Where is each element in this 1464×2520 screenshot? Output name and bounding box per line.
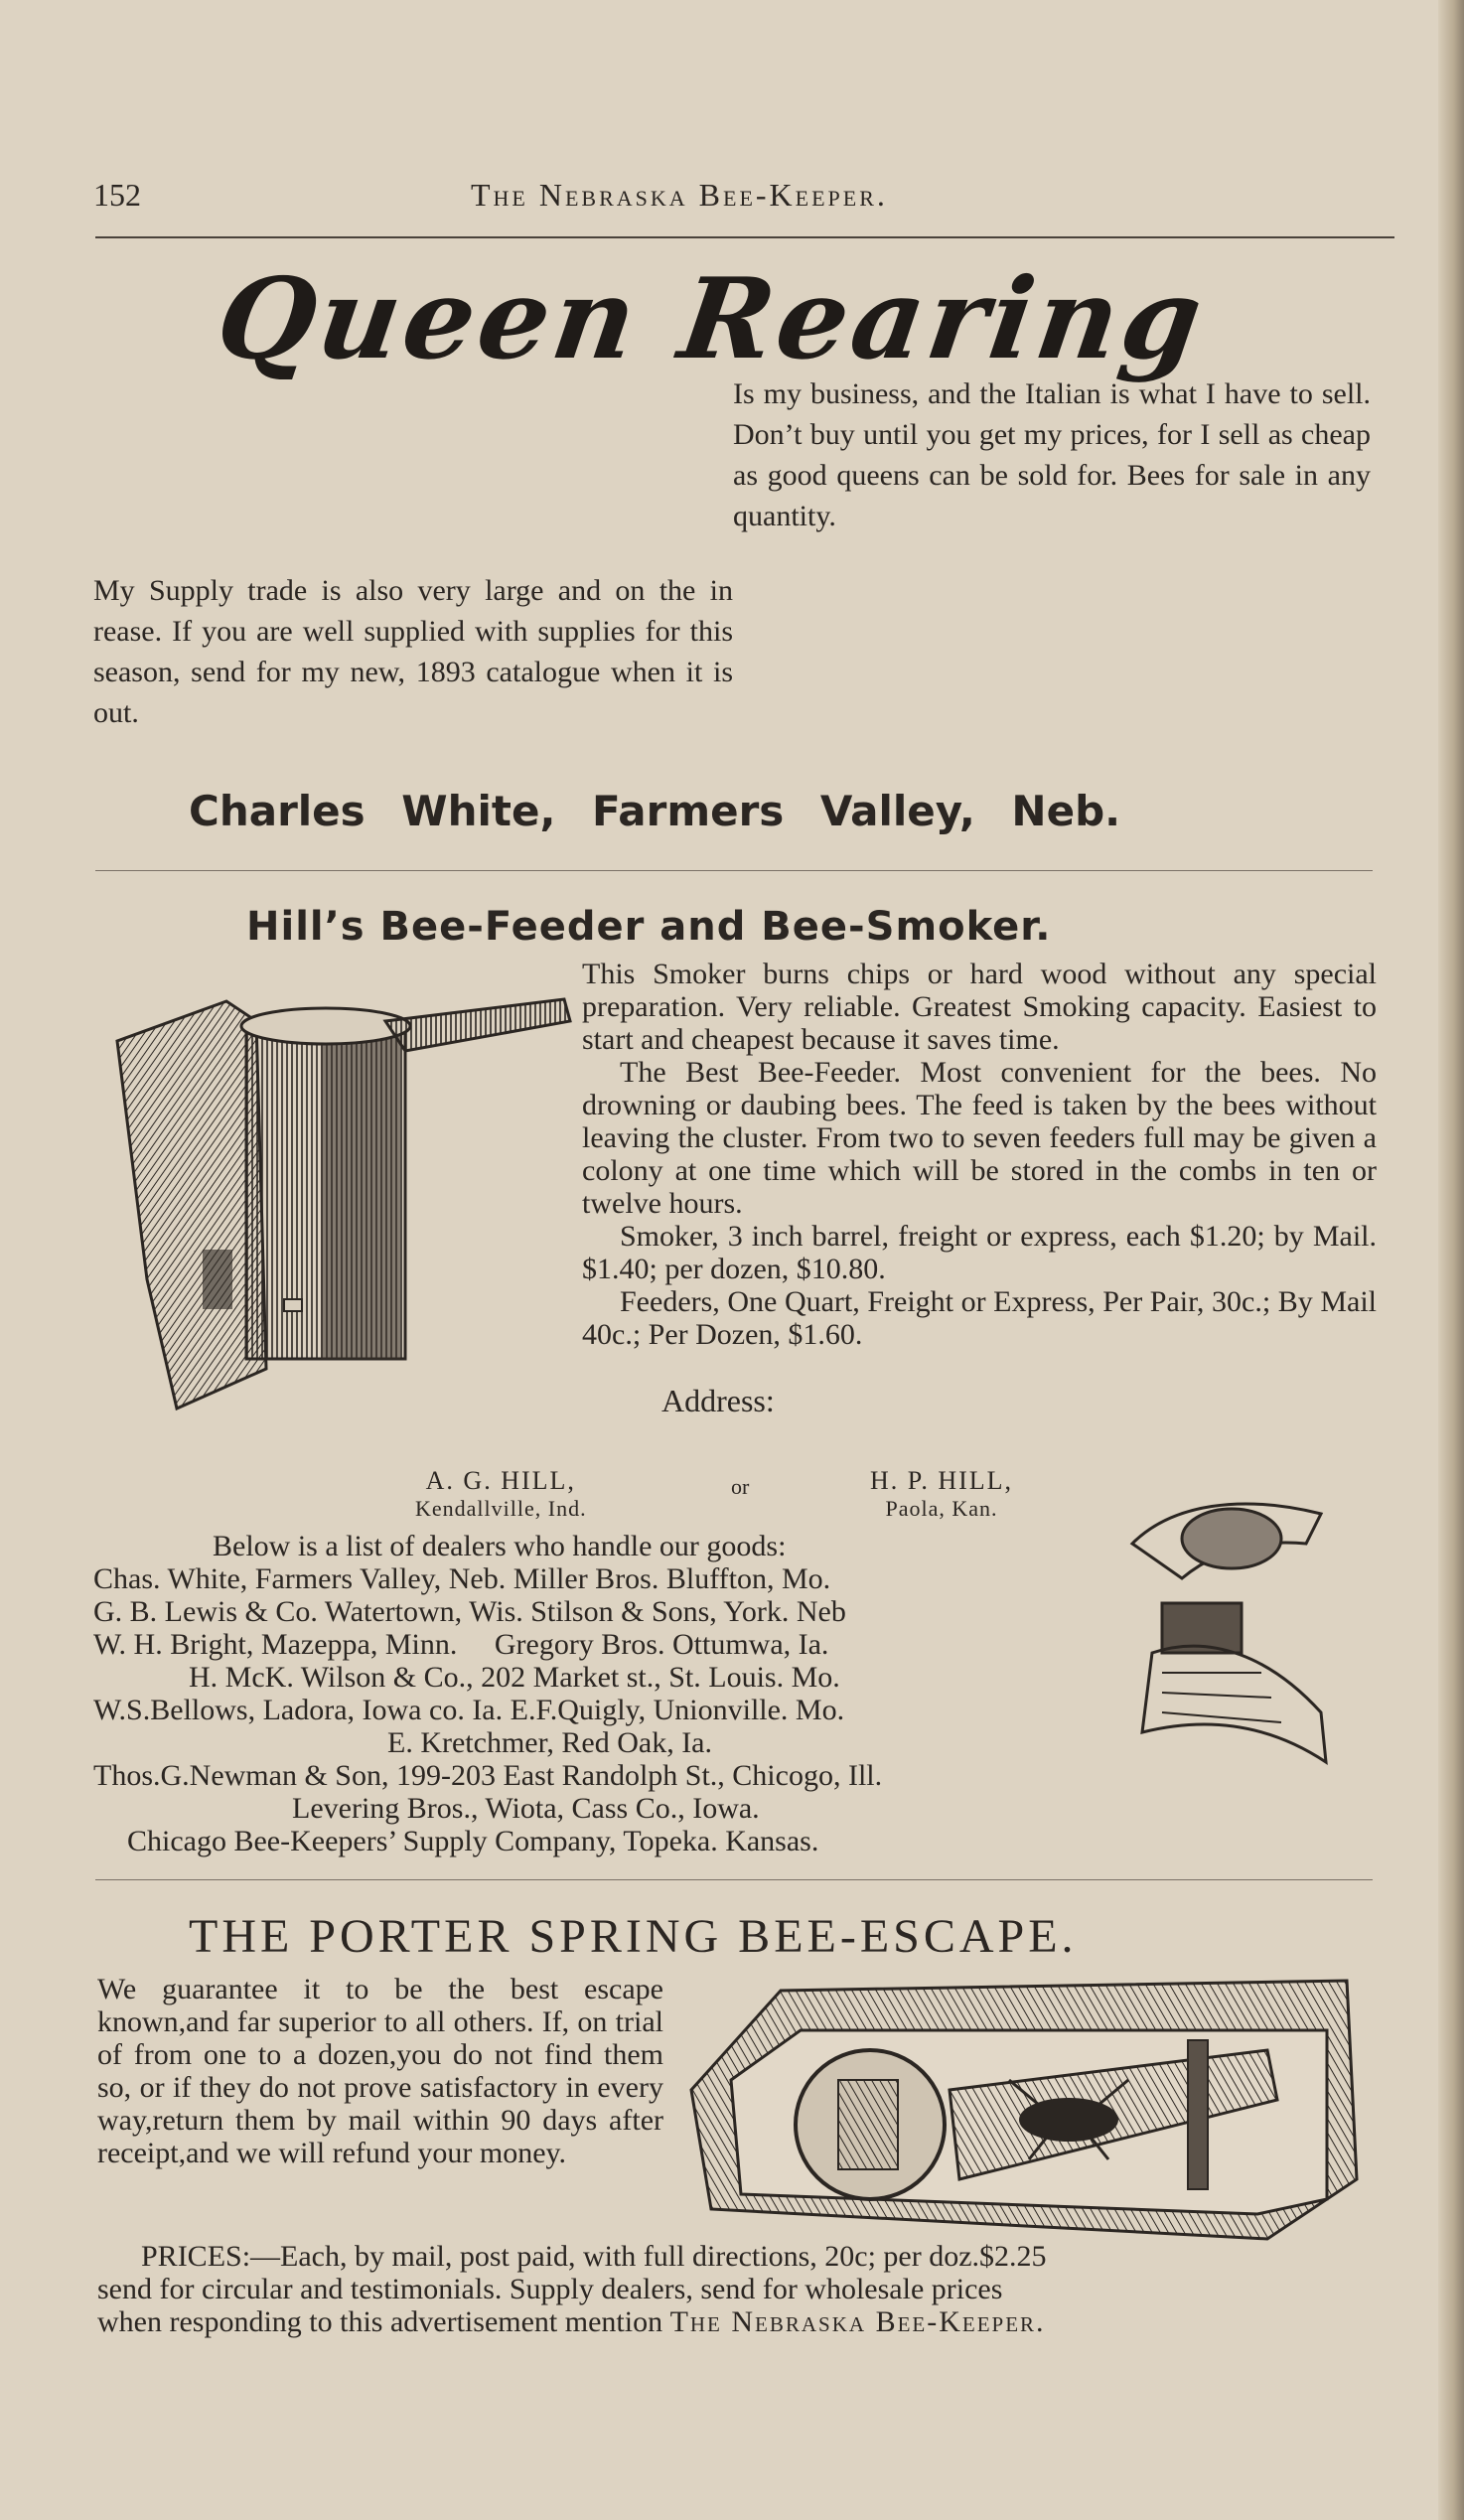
dealer-hp-hill-name: H. P. HILL, bbox=[870, 1466, 1014, 1495]
dealer-list-item: H. McK. Wilson & Co., 202 Market st., St. Louis. Mo. bbox=[189, 1661, 840, 1694]
supply-trade-text: My Supply trade is also very large and on the in rease. If you are well supplied with supplies for this season, send for my new, 1893 catalogue when it is out. bbox=[93, 574, 733, 729]
porter-prices-line bbox=[97, 2305, 1389, 2338]
dealer-list-item: E. Kretchmer, Red Oak, Ia. bbox=[387, 1726, 712, 1759]
dealer-list bbox=[93, 1530, 1136, 1857]
porter-prices-line: send for circular and testimonials. Supply dealers, send for wholesale prices bbox=[97, 2273, 1003, 2305]
dealer-list-item: W.S.Bellows, Ladora, Iowa co. Ia. E.F.Quigly, Unionville. Mo. bbox=[93, 1694, 845, 1726]
dealer-ag-hill-name: A. G. HILL, bbox=[425, 1466, 576, 1495]
dealer-list-item: G. B. Lewis & Co. Watertown, Wis. Stilson & Sons, York. Neb bbox=[93, 1595, 846, 1628]
hills-ad-title: Hill’s Bee-Feeder and Bee-Smoker. bbox=[246, 904, 1052, 950]
dealer-list-item: Thos.G.Newman & Son, 199-203 East Randolph St., Chicogo, Ill. bbox=[93, 1759, 883, 1792]
bee-feeder-illustration bbox=[1122, 1484, 1341, 1772]
address-or: or bbox=[731, 1474, 750, 1499]
dealer-list-item: W. H. Bright, Mazeppa, Minn. Gregory Bros. Ottumwa, Ia. bbox=[93, 1628, 829, 1661]
dealer-hp-hill bbox=[870, 1466, 1013, 1522]
queen-rearing-title: Queen Rearing bbox=[209, 254, 1214, 384]
address-label: Address: bbox=[661, 1383, 775, 1418]
dealer-ag-hill-city: Kendallville, Ind. bbox=[415, 1496, 587, 1521]
bee-escape-illustration bbox=[671, 1971, 1377, 2249]
dealer-list-item: Chicago Bee-Keepers’ Supply Company, Topeka. Kansas. bbox=[127, 1825, 819, 1857]
dealer-hp-hill-city: Paola, Kan. bbox=[885, 1496, 998, 1521]
running-header bbox=[93, 177, 1394, 226]
dealer-list-item: Chas. White, Farmers Valley, Neb. Miller Bros. Bluffton, Mo. bbox=[93, 1562, 831, 1595]
porter-guarantee-text: We guarantee it to be the best escape known,and far superior to all others. If, on trial of from one to a dozen,you do not find them so, or if they do not prove satisfactory in every way,return them by mail within 90 days after receipt,and we will refund your money. bbox=[97, 1973, 663, 2169]
dealer-list-intro: Below is a list of dealers who handle our goods: bbox=[213, 1530, 787, 1562]
hills-ad-paragraph-feeder: The Best Bee-Feeder. Most convenient for the bees. No drowning or daubing bees. The feed is taken by the bees without leaving the cluster. From two to seven feeders full may be given a colony at one time which will be stored in the combs in ten or twelve hours. bbox=[582, 1056, 1377, 1220]
charles-white-signature: Charles White, Farmers Valley, Neb. bbox=[189, 787, 1121, 835]
section-divider-2 bbox=[95, 1879, 1373, 1880]
porter-prices-mention: when responding to this advertisement mention bbox=[97, 2305, 670, 2338]
dealer-ag-hill bbox=[415, 1466, 587, 1522]
queen-intro-text: Is my business, and the Italian is what I have to sell. Don’t buy until you get my prices, for I sell as cheap as good queens can be sold for. Bees for sale in any quantity. bbox=[733, 377, 1371, 532]
page-number: 152 bbox=[93, 177, 141, 213]
page-edge bbox=[1438, 0, 1464, 2520]
hills-ad-body bbox=[582, 958, 1377, 1351]
journal-name: The Nebraska Bee-Keeper. bbox=[669, 2305, 1046, 2338]
porter-prices-line: PRICES:—Each, by mail, post paid, with full directions, 20c; per doz.$2.25 bbox=[141, 2240, 1047, 2273]
hills-ad-feeder-price: Feeders, One Quart, Freight or Express, Per Pair, 30c.; By Mail 40c.; Per Dozen, $1.60. bbox=[582, 1285, 1377, 1351]
hills-ad-paragraph-smoker: This Smoker burns chips or hard wood without any special preparation. Very reliable. Greatest Smoking capacity. Easiest to start and cheapest because it saves time. bbox=[582, 958, 1377, 1056]
header-rule bbox=[95, 236, 1394, 238]
porter-ad-title: THE PORTER SPRING BEE-ESCAPE. bbox=[189, 1910, 1078, 1963]
porter-prices bbox=[97, 2240, 1389, 2338]
dealer-list-item: Levering Bros., Wiota, Cass Co., Iowa. bbox=[292, 1792, 760, 1825]
running-title: The Nebraska Bee-Keeper. bbox=[471, 177, 888, 213]
section-divider-1 bbox=[95, 870, 1373, 871]
hills-ad-smoker-price: Smoker, 3 inch barrel, freight or express, each $1.20; by Mail. $1.40; per dozen, $10.80. bbox=[582, 1220, 1377, 1285]
bee-smoker-illustration bbox=[107, 981, 574, 1426]
